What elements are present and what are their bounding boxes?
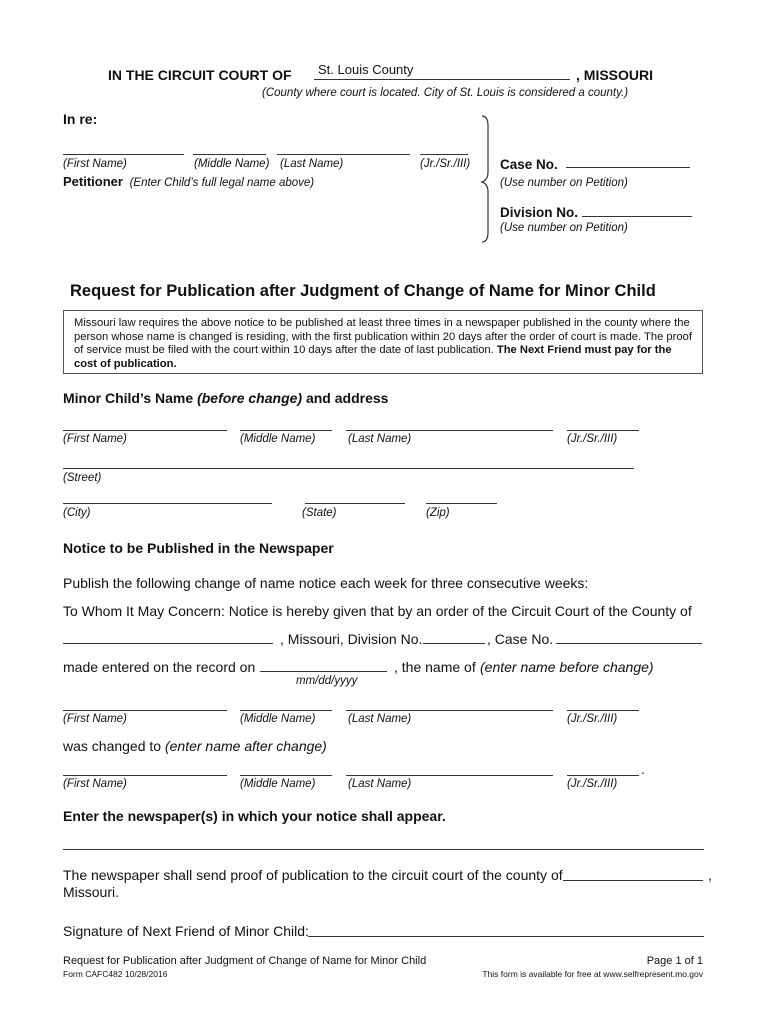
minor-first-name-label: (First Name): [63, 433, 127, 445]
after-suffix-label: (Jr./Sr./III): [567, 778, 618, 790]
proof-comma: ,: [708, 867, 712, 883]
minor-last-name-field[interactable]: [346, 430, 553, 431]
in-re-label: In re:: [63, 111, 98, 127]
petitioner-middle-name-label: (Middle Name): [194, 158, 270, 170]
county-note: (County where court is located. City of St. Louis is considered a county.): [262, 87, 629, 99]
form-title: Request for Publication after Judgment of Change of Name for Minor Child: [70, 282, 656, 300]
petitioner-middle-name-field[interactable]: [193, 154, 266, 155]
notice-heading: Notice to be Published in the Newspaper: [63, 540, 334, 556]
caption-brace: [478, 114, 496, 244]
petitioner-suffix-label: (Jr./Sr./III): [420, 158, 471, 170]
after-last-name-field[interactable]: [346, 775, 553, 776]
state-heading-suffix: , MISSOURI: [576, 67, 654, 83]
publication-notice-box: [63, 310, 703, 374]
after-middle-name-field[interactable]: [240, 775, 332, 776]
minor-heading-c: and address: [305, 390, 389, 406]
minor-last-name-label: (Last Name): [348, 433, 412, 445]
petitioner-last-name-label: (Last Name): [280, 158, 344, 170]
after-last-name-label: (Last Name): [348, 778, 412, 790]
before-first-name-field[interactable]: [63, 710, 227, 711]
county-field-value[interactable]: St. Louis County: [318, 62, 414, 77]
petitioner-first-name-label: (First Name): [63, 158, 127, 170]
petitioner-last-name-field[interactable]: [277, 154, 410, 155]
date-format-hint: mm/dd/yyyy: [296, 675, 358, 687]
after-suffix-field[interactable]: [567, 775, 639, 776]
after-first-name-field[interactable]: [63, 775, 227, 776]
enter-before-text: (enter name before change): [480, 659, 654, 675]
enter-after-text: (enter name after change): [164, 738, 327, 754]
notice-division-field[interactable]: [423, 643, 485, 644]
minor-street-label: (Street): [63, 472, 102, 484]
petitioner-first-name-field[interactable]: [63, 154, 184, 155]
signature-field[interactable]: [308, 936, 704, 937]
notice-case-no-text: , Case No.: [487, 631, 554, 647]
proof-line-2: Missouri.: [63, 884, 120, 900]
missouri-division-text: , Missouri, Division No.: [280, 631, 423, 647]
minor-state-label: (State): [302, 507, 337, 519]
before-last-name-label: (Last Name): [348, 713, 412, 725]
before-middle-name-field[interactable]: [240, 710, 332, 711]
minor-suffix-label: (Jr./Sr./III): [567, 433, 618, 445]
division-no-label: Division No.: [500, 205, 579, 220]
county-field-line[interactable]: [314, 79, 570, 80]
minor-zip-label: (Zip): [426, 507, 450, 519]
before-suffix-label: (Jr./Sr./III): [567, 713, 618, 725]
notice-county-field[interactable]: [63, 643, 273, 644]
minor-heading-b: (before change): [197, 390, 303, 406]
minor-zip-field[interactable]: [426, 503, 497, 504]
notice-box-bold-text: The Next Friend must pay for the cost of publication.: [74, 344, 672, 370]
minor-middle-name-label: (Middle Name): [240, 433, 316, 445]
after-first-name-label: (First Name): [63, 778, 127, 790]
case-no-label: Case No.: [500, 157, 558, 172]
publish-instruction: Publish the following change of name notice each week for three consecutive weeks:: [63, 575, 589, 591]
notice-case-no-field[interactable]: [556, 643, 702, 644]
minor-heading-a: Minor Child’s Name: [63, 390, 194, 406]
to-whom-line: To Whom It May Concern: Notice is hereby given that by an order of the Circuit Court of the County of: [63, 603, 692, 619]
division-no-note: (Use number on Petition): [500, 222, 628, 234]
minor-street-field[interactable]: [63, 468, 634, 469]
minor-state-field[interactable]: [305, 503, 405, 504]
division-no-field[interactable]: [582, 216, 692, 217]
before-last-name-field[interactable]: [346, 710, 553, 711]
newspaper-name-field[interactable]: [63, 849, 704, 850]
petitioner-suffix-field[interactable]: [420, 154, 468, 155]
footer-availability: This form is available for free at www.selfrepresent.mo.gov: [482, 969, 703, 979]
proof-county-field[interactable]: [563, 880, 703, 881]
footer-page-number: Page 1 of 1: [646, 955, 703, 967]
footer-form-title: Request for Publication after Judgment of Change of Name for Minor Child: [63, 955, 427, 967]
petitioner-label: Petitioner: [63, 174, 123, 189]
before-suffix-field[interactable]: [567, 710, 639, 711]
made-entered-text: made entered on the record on: [63, 659, 256, 675]
court-heading-prefix: IN THE CIRCUIT COURT OF: [108, 67, 292, 83]
minor-suffix-field[interactable]: [567, 430, 639, 431]
case-no-note: (Use number on Petition): [500, 177, 628, 189]
before-middle-name-label: (Middle Name): [240, 713, 316, 725]
minor-city-field[interactable]: [63, 503, 272, 504]
minor-city-label: (City): [63, 507, 91, 519]
minor-first-name-field[interactable]: [63, 430, 227, 431]
proof-line-1: The newspaper shall send proof of publication to the circuit court of the county of: [63, 867, 563, 883]
case-no-field[interactable]: [566, 167, 690, 168]
petitioner-note: (Enter Child’s full legal name above): [129, 177, 315, 189]
after-middle-name-label: (Middle Name): [240, 778, 316, 790]
changed-to-text: was changed to: [63, 738, 162, 754]
notice-box-text: Missouri law requires the above notice to be published at least three times in a newspaper published in the county where the person whose name is changed is residing, with the first publication within 20 days after the order of court is made. The proof of service must be filed with the court within 10 days after the date of last publication.: [74, 317, 692, 357]
footer-form-id: Form CAFC482 10/28/2016: [63, 969, 168, 979]
after-name-period: .: [641, 761, 645, 777]
newspaper-heading: Enter the newspaper(s) in which your notice shall appear.: [63, 808, 446, 824]
before-first-name-label: (First Name): [63, 713, 127, 725]
signature-label: Signature of Next Friend of Minor Child:: [63, 923, 309, 939]
name-of-text: , the name of: [394, 659, 476, 675]
notice-date-field[interactable]: [260, 671, 387, 672]
minor-middle-name-field[interactable]: [240, 430, 332, 431]
